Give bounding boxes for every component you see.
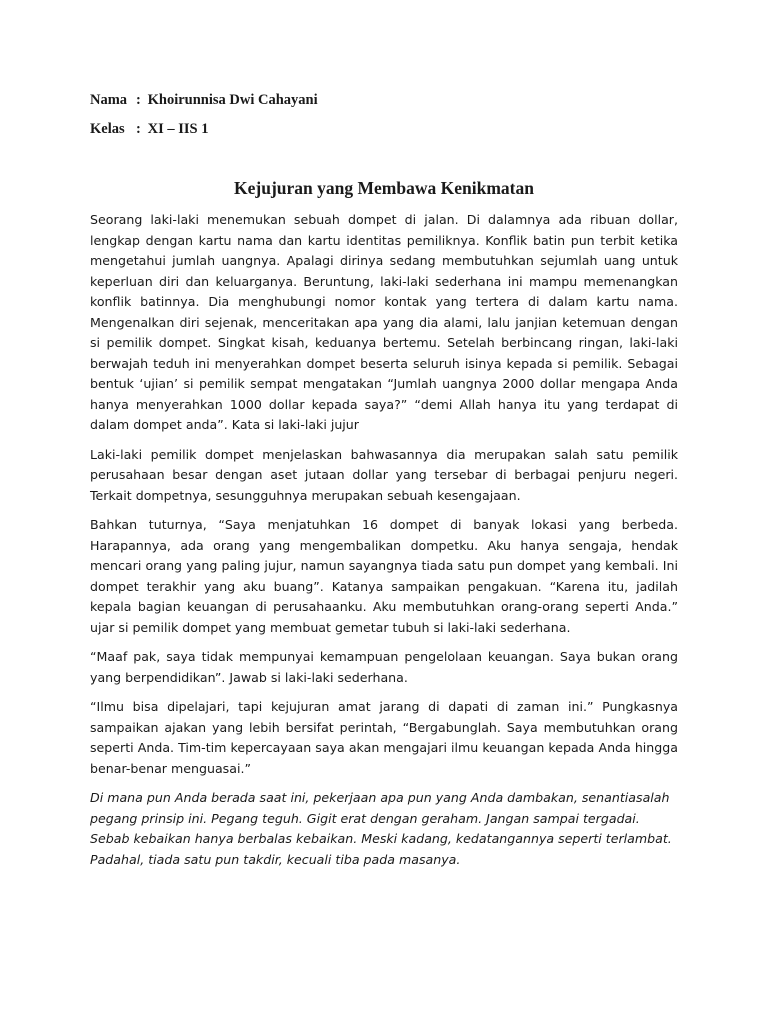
name-row xyxy=(90,92,318,109)
name-value: Khoirunnisa Dwi Cahayani xyxy=(147,92,318,108)
paragraph: “Maaf pak, saya tidak mempunyai kemampuan pengelolaan keuangan. Saya bukan orang yang berpendidikan”. Jawab si laki-laki sederhana. xyxy=(90,649,678,685)
class-row xyxy=(90,121,208,138)
paragraph: Laki-laki pemilik dompet menjelaskan bahwasannya dia merupakan salah satu pemilik perusahaan besar dengan aset jutaan dollar yang tersebar di berbagai penjuru negeri. Terkait dompetnya, sesungguhnya merupakan sebuah kesengajaan. xyxy=(90,446,678,503)
paragraph: Bahkan tuturnya, “Saya menjatuhkan 16 dompet di banyak lokasi yang berbeda. Harapannya, ada orang yang mengembalikan dompetku. Aku hanya sengaja, hendak mencari orang yang paling jujur, namun sayangnya tiada satu pun dompet yang kembali. Ini dompet terakhir yang aku buang”. Katanya sampaikan pengakuan. “Karena itu, jadilah kepala bagian keuangan di perusahaanku. Aku membutuhkan orang-orang seperti Anda.” ujar si pemilik dompet yang membuat gemetar tubuh si laki-laki sederhana. xyxy=(90,517,678,635)
name-separator: : xyxy=(136,92,141,108)
document-title: Kejujuran yang Membawa Kenikmatan xyxy=(234,178,534,198)
name-label: Nama xyxy=(90,92,128,108)
paragraph: “Ilmu bisa dipelajari, tapi kejujuran amat jarang di dapati di zaman ini.” Pungkasnya sampaikan ajakan yang lebih bersifat perintah, “Bergabunglah. Saya membutuhkan orang seperti Anda. Tim-tim kepercayaan saya akan mengajari ilmu keuangan kepada Anda hingga benar-benar menguasai.” xyxy=(90,699,678,776)
paragraph: Seorang laki-laki menemukan sebuah dompet di jalan. Di dalamnya ada ribuan dollar, lengkap dengan kartu nama dan kartu identitas pemiliknya. Konflik batin pun terbit ketika mengetahui jumlah uangnya. Apalagi dirinya sedang membutuhkan sejumlah uang untuk keperluan diri dan keluarganya. Beruntung, laki-laki sederhana ini mampu memenangkan konflik batinnya. Dia menghubungi nomor kontak yang tertera di dalam kartu nama. Mengenalkan diri sejenak, menceritakan apa yang dia alami, lalu janjian ketemuan dengan si pemilik dompet. Singkat kisah, keduanya bertemu. Setelah berbincang ringan, laki-laki berwajah teduh ini menyerahkan dompet beserta seluruh isinya kepada si pemilik. Sebagai bentuk ‘ujian’ si pemilik sempat mengatakan “Jumlah uangnya 2000 dollar mengapa Anda hanya menyerahkan 1000 dollar kepada saya?” “demi Allah hanya itu yang terdapat di dalam dompet anda”. Kata si laki-laki jujur xyxy=(90,212,678,432)
class-value: XI – IIS 1 xyxy=(147,121,209,137)
class-label: Kelas xyxy=(90,121,125,137)
document-body xyxy=(90,210,678,879)
class-separator: : xyxy=(136,121,141,137)
closing-paragraph: Di mana pun Anda berada saat ini, pekerjaan apa pun yang Anda dambakan, senantiasalah pegang prinsip ini. Pegang teguh. Gigit erat dengan geraham. Jangan sampai tergadai. Sebab kebaikan hanya berbalas kebaikan. Meski kadang, kedatangannya seperti terlambat. Padahal, tiada satu pun takdir, kecuali tiba pada masanya. xyxy=(90,790,672,867)
